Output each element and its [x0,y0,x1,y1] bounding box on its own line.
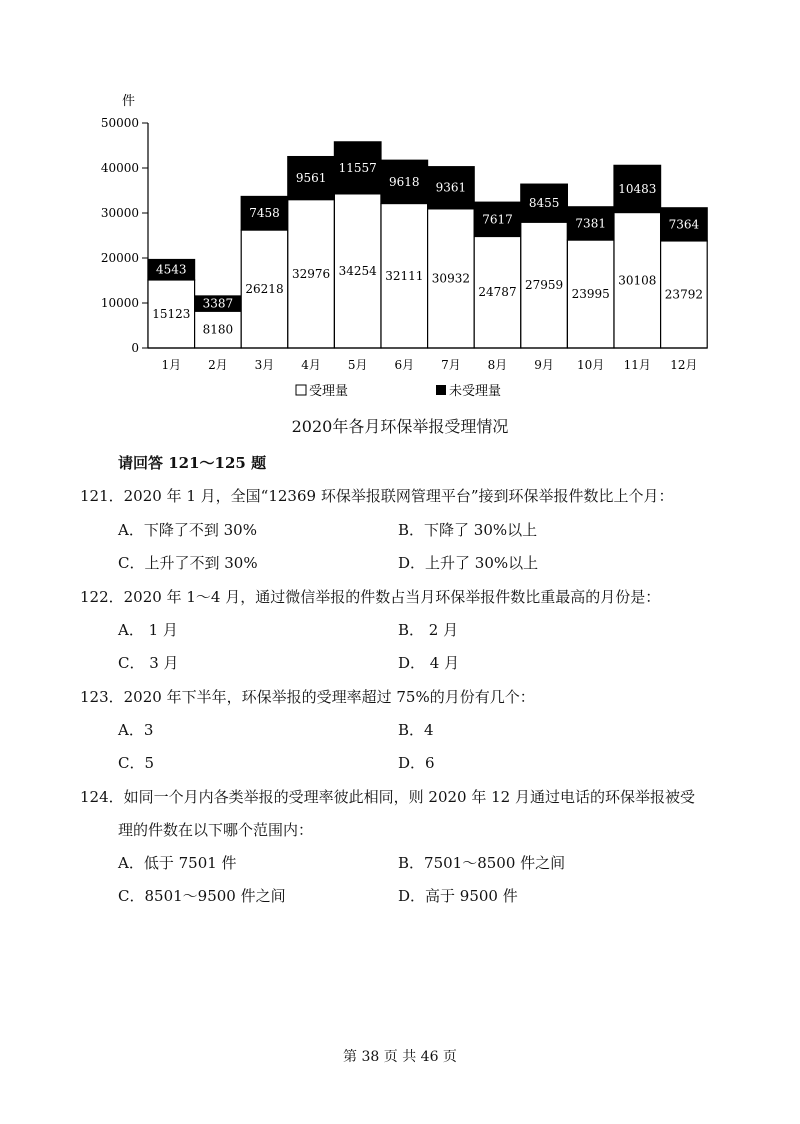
question-124 [80,787,695,807]
data-label-accepted: 30932 [431,271,470,286]
x-tick-label: 11月 [623,358,651,372]
question-number: 124． [80,788,124,806]
page-footer: 第 38 页 共 46 页 [343,1049,457,1065]
legend-swatch-accepted [296,385,306,395]
data-label-unaccepted: 4543 [156,262,187,277]
instruction-text: 请回答 121～125 题 [118,454,267,472]
option-121-b[interactable]: B．下降了 30%以上 [398,521,538,539]
data-label-unaccepted: 3387 [202,296,234,311]
data-label-accepted: 32976 [292,266,331,281]
x-axis [148,348,707,372]
option-123-a[interactable]: A．3 [118,721,154,739]
data-label-unaccepted: 9618 [389,174,420,189]
option-121-c[interactable]: C．上升了不到 30% [118,554,258,572]
x-tick-label: 1月 [161,358,182,372]
option-123-b[interactable]: B．4 [398,721,434,739]
data-label-accepted: 15123 [152,306,191,321]
x-tick-label: 10月 [577,358,605,372]
data-label-accepted: 34254 [338,263,377,278]
option-123-c[interactable]: C．5 [118,754,155,772]
y-axis-unit-label: 件 [122,94,136,109]
option-121-d[interactable]: D．上升了 30%以上 [398,554,539,572]
y-tick-label: 40000 [100,161,139,175]
data-label-accepted: 30108 [618,273,657,288]
y-tick-label: 10000 [100,296,139,310]
data-label-unaccepted: 7381 [575,216,606,231]
question-text: 如同一个月内各类举报的受理率彼此相同，则 2020 年 12 月通过电话的环保举报被受 [123,788,695,806]
bars [148,142,707,348]
y-axis [101,116,148,355]
data-label-accepted: 8180 [202,322,234,337]
x-tick-label: 2月 [208,358,228,372]
x-tick-label: 9月 [534,358,554,372]
data-label-accepted: 24787 [478,285,517,300]
x-tick-label: 8月 [487,358,508,372]
stacked-bar-chart [0,0,800,410]
question-number: 123． [80,688,124,706]
x-tick-label: 3月 [254,358,275,372]
data-label-unaccepted: 7617 [482,212,513,227]
data-label-accepted: 26218 [245,282,284,297]
legend-swatch-unaccepted [436,385,446,395]
question-number: 121． [80,487,124,505]
y-tick-label: 30000 [100,206,139,220]
legend-label-unaccepted: 未受理量 [449,384,502,399]
x-tick-label: 7月 [441,358,461,372]
option-122-c[interactable]: C． 3 月 [118,654,179,672]
x-tick-label: 12月 [670,358,698,372]
question-121 [80,486,674,506]
data-label-unaccepted: 8455 [528,196,560,211]
option-122-d[interactable]: D． 4 月 [398,654,460,672]
x-tick-label: 5月 [347,358,368,372]
option-124-c[interactable]: C．8501～9500 件之间 [118,887,286,905]
option-124-a[interactable]: A．低于 7501 件 [118,854,237,872]
option-123-d[interactable]: D．6 [398,754,435,772]
legend [296,383,501,399]
question-123 [80,687,535,707]
question-number: 122． [80,588,124,606]
option-122-a[interactable]: A． 1 月 [118,621,178,639]
data-label-unaccepted: 7364 [668,217,700,232]
x-tick-label: 6月 [394,358,415,372]
data-label-accepted: 23792 [664,287,703,302]
data-label-accepted: 23995 [571,287,610,302]
question-122 [80,587,660,607]
question-124-continuation: 理的件数在以下哪个范围内： [118,821,314,839]
data-label-unaccepted: 10483 [618,181,657,196]
question-text: 2020 年 1～4 月，通过微信举报的件数占当月环保举报件数比重最高的月份是： [123,588,661,606]
option-122-b[interactable]: B． 2 月 [398,621,459,639]
data-label-unaccepted: 7458 [249,206,280,221]
data-label-unaccepted: 9561 [295,171,327,186]
option-124-b[interactable]: B．7501～8500 件之间 [398,854,566,872]
data-label-accepted: 32111 [385,268,424,283]
x-tick-label: 4月 [301,358,321,372]
y-tick-label: 20000 [100,251,139,265]
legend-label-accepted: 受理量 [309,384,349,399]
data-label-accepted: 27959 [525,278,564,293]
option-124-d[interactable]: D．高于 9500 件 [398,887,518,905]
y-tick-label: 50000 [100,116,139,130]
question-text: 2020 年下半年，环保举报的受理率超过 75%的月份有几个： [123,688,535,706]
chart-title: 2020年各月环保举报受理情况 [291,417,509,436]
y-tick-label: 0 [131,341,139,355]
option-121-a[interactable]: A．下降了不到 30% [118,521,257,539]
data-label-unaccepted: 9361 [435,180,467,195]
data-label-unaccepted: 11557 [338,160,377,175]
question-text: 2020 年 1 月，全国“12369 环保举报联网管理平台”接到环保举报件数比上个月： [123,487,674,505]
